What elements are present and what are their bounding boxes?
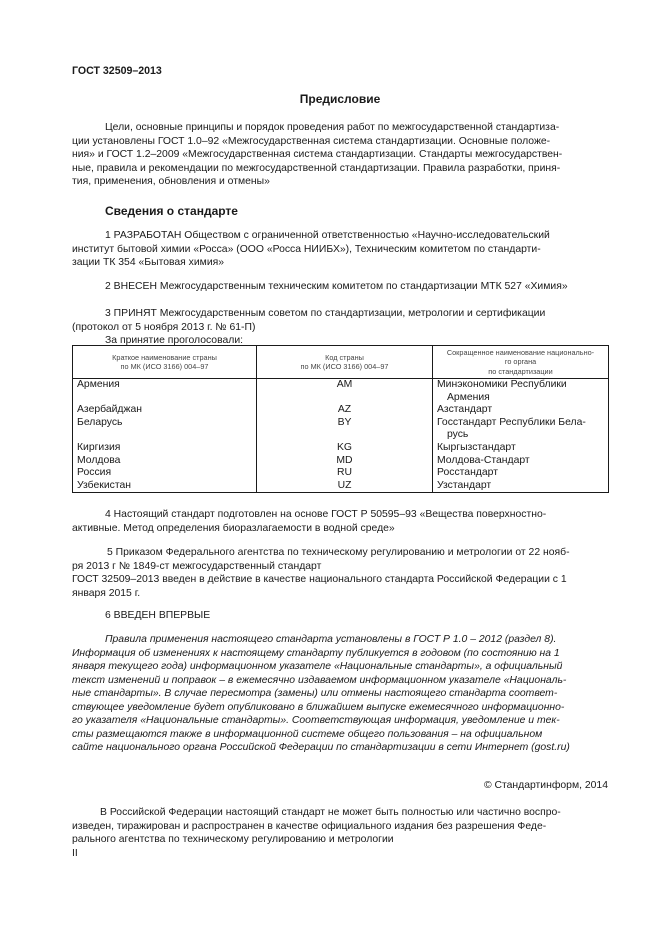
text-line: Цели, основные принципы и порядок проведения работ по межгосударственной стандартиза- — [105, 122, 560, 133]
text-line: 3 ПРИНЯТ Межгосударственным советом по стандартизации, метрологии и сертификации — [105, 308, 546, 319]
voting-table — [72, 345, 609, 493]
org-line: Госстандарт Республики Бела- — [437, 416, 586, 428]
table-row — [73, 480, 609, 493]
org-line: русь — [447, 429, 469, 441]
cell-code: MD — [257, 455, 433, 468]
table-row — [73, 404, 609, 417]
cell-code: KG — [257, 442, 433, 455]
rules-paragraph — [72, 633, 608, 755]
cell-code: UZ — [257, 480, 433, 493]
cell-code: AZ — [257, 404, 433, 417]
text-line: зации ТК 354 «Бытовая химия» — [72, 257, 225, 268]
cell-country: Киргизия — [73, 442, 257, 455]
column-header-code — [257, 346, 433, 379]
cell-code: AM — [257, 379, 433, 405]
table-row — [73, 455, 609, 468]
cell-country: Узбекистан — [73, 480, 257, 493]
text-line: ные стандарты». В случае пересмотра (замены) или отмены настоящего стандарта соответ- — [72, 688, 558, 699]
org-line: Минэкономики Республики — [437, 379, 567, 390]
item-3-adopted — [72, 307, 608, 348]
item-2-submitted — [72, 280, 608, 294]
item-4-basis — [72, 508, 608, 535]
text-line: ции установлены ГОСТ 1.0–92 «Межгосударственная система стандартизации. Основные положе- — [72, 135, 551, 147]
header-line: Сокращенное наименование национально- — [446, 348, 595, 358]
column-header-org — [433, 346, 609, 379]
text-line: января 2015 г. — [72, 587, 141, 599]
text-line: января текущего года) информационном указателе «Национальные стандарты», а официальный — [72, 661, 563, 672]
cell-country: Россия — [73, 467, 257, 480]
header-line: по МК (ИСО 3166) 004–97 — [300, 362, 389, 371]
cell-country: Азербайджан — [73, 404, 257, 417]
item-6-introduced — [72, 609, 608, 623]
header-line: Код страны — [325, 352, 364, 362]
cell-code: RU — [257, 467, 433, 480]
text-line: За принятие проголосовали: — [105, 335, 244, 346]
text-line: сайте национального органа Российской Федерации по стандартизации в сети Интернет (gost.ru) — [72, 742, 570, 753]
cell-country: Молдова — [73, 455, 257, 468]
text-line: тия, применения, обновления и отмены» — [72, 176, 270, 187]
text-line: 2 ВНЕСЕН Межгосударственным техническим комитетом по стандартизации МТК 527 «Химия» — [105, 281, 568, 292]
cell-org — [433, 417, 609, 442]
foreword-paragraph — [72, 121, 608, 189]
text-line: ствующее уведомление будет опубликовано в ближайшем выпуске ежемесячного информационно- — [72, 701, 565, 713]
table-row — [73, 467, 609, 480]
table-row — [73, 379, 609, 405]
text-line: 5 Приказом Федерального агентства по техническому регулированию и метрологии от 22 нояб- — [107, 547, 570, 558]
cell-org: Узстандарт — [433, 480, 609, 493]
text-line: ГОСТ 32509–2013 введен в действие в качестве национального стандарта Российской Федерации с 1 — [72, 574, 567, 585]
text-line: активные. Метод определения биоразлагаемости в водной среде» — [72, 522, 395, 534]
table-row — [73, 442, 609, 455]
text-line: ные, правила и рекомендации по межгосударственной стандартизации. Правила разработки, приня- — [72, 162, 561, 174]
text-line: Правила применения настоящего стандарта установлены в ГОСТ Р 1.0 – 2012 (раздел 8). — [105, 634, 557, 645]
document-id: ГОСТ 32509–2013 — [72, 65, 162, 77]
text-line: текст изменений и поправок – в ежемесячно издаваемом информационном указателе «Националь- — [72, 674, 567, 686]
org-line: Армения — [447, 391, 490, 403]
item-5-order — [72, 546, 608, 600]
cell-country: Беларусь — [73, 417, 257, 442]
text-line: 6 ВВЕДЕН ВПЕРВЫЕ — [105, 610, 211, 621]
table-header-row — [73, 346, 609, 379]
header-line: Краткое наименование страны — [112, 352, 217, 362]
item-1-developed — [72, 229, 608, 270]
header-line: го органа — [504, 357, 537, 367]
copyright: © Стандартинформ, 2014 — [483, 780, 608, 791]
distribution-notice — [72, 806, 608, 847]
header-line: по стандартизации — [488, 366, 553, 376]
text-line: Информация об изменениях к настоящему стандарту публикуется в годовом (по состоянию на 1 — [72, 647, 560, 659]
header-line: по МК (ИСО 3166) 004–97 — [120, 362, 209, 371]
cell-org: Молдова-Стандарт — [433, 455, 609, 468]
text-line: институт бытовой химии «Росса» (ООО «Росса НИИБХ»), Техническим комитетом по стандарти- — [72, 243, 541, 255]
cell-org: Кыргызстандарт — [433, 442, 609, 455]
cell-org: Азстандарт — [433, 404, 609, 417]
text-line: сты размещаются также в информационной системе общего пользования – на официальном — [72, 728, 543, 740]
foreword-title: Предисловие — [299, 92, 381, 106]
text-line: го указателя «Национальные стандарты». Соответствующая информация, уведомление и тек- — [72, 715, 560, 726]
text-line: изведен, тиражирован и распространен в качестве официального издания без разрешения Феде- — [72, 820, 547, 832]
text-line: В Российской Федерации настоящий стандарт не может быть полностью или частично воспро- — [100, 807, 561, 818]
text-line: 4 Настоящий стандарт подготовлен на основе ГОСТ Р 50595–93 «Вещества поверхностно- — [105, 509, 547, 520]
info-title: Сведения о стандарте — [105, 204, 238, 218]
cell-country: Армения — [73, 379, 257, 405]
column-header-country — [73, 346, 257, 379]
text-line: ния» и ГОСТ 1.2–2009 «Межгосударственная система стандартизации. Стандарты межгосударствен- — [72, 149, 563, 160]
text-line: ря 2013 г № 1849-ст межгосударственный стандарт — [72, 560, 322, 572]
text-line: (протокол от 5 ноября 2013 г. № 61-П) — [72, 321, 256, 333]
text-line: рального агентства по техническому регулированию и метрологии — [72, 834, 394, 845]
cell-org — [433, 379, 609, 405]
page-number: II — [72, 848, 78, 859]
table-row — [73, 417, 609, 442]
cell-code: BY — [257, 417, 433, 442]
cell-org: Росстандарт — [433, 467, 609, 480]
text-line: 1 РАЗРАБОТАН Обществом с ограниченной ответственностью «Научно-исследовательский — [105, 230, 550, 241]
